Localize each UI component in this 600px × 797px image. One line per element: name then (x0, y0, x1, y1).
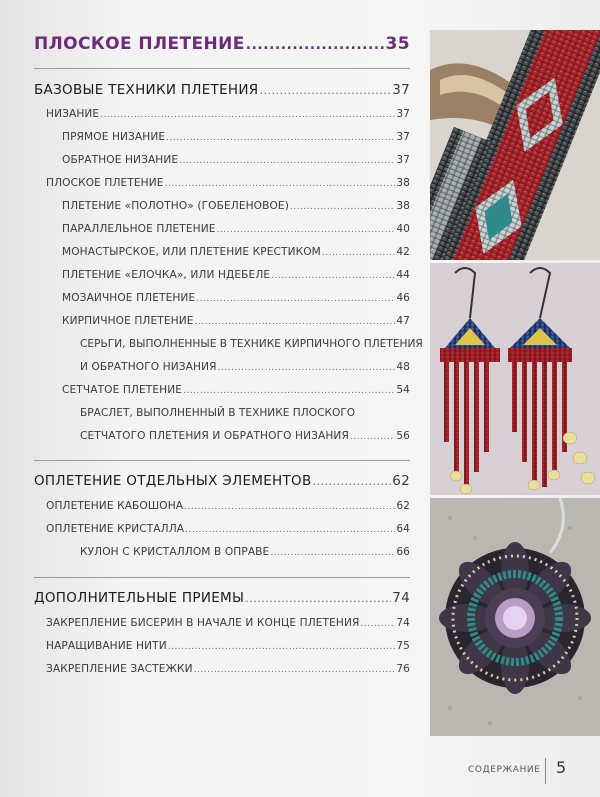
toc-item[interactable] (46, 500, 410, 512)
toc-item-title: МОЗАИЧНОЕ ПЛЕТЕНИЕ (62, 292, 196, 304)
toc-item-title: ПЛОСКОЕ ПЛЕТЕНИЕ (46, 177, 164, 189)
toc-section-braiding[interactable] (34, 473, 410, 489)
toc-item[interactable] (62, 131, 410, 143)
toc-main-page: 35 (385, 34, 410, 54)
toc-item-title: ПЛЕТЕНИЕ «ПОЛОТНО» (ГОБЕЛЕНОВОЕ) (62, 200, 289, 212)
toc-item-title: КИРПИЧНОЕ ПЛЕТЕНИЕ (62, 315, 194, 327)
toc-item-page: 66 (396, 546, 410, 558)
dot-leader (290, 202, 395, 212)
section-divider (34, 460, 410, 461)
toc-item[interactable] (62, 154, 410, 166)
dot-leader (184, 502, 395, 512)
toc-item-page: 40 (396, 223, 410, 235)
toc-item-title: ЗАКРЕПЛЕНИЕ БИСЕРИН В НАЧАЛЕ И КОНЦЕ ПЛЕТЕНИЯ (46, 617, 360, 629)
toc-section-title: ОПЛЕТЕНИЕ ОТДЕЛЬНЫХ ЭЛЕМЕНТОВ (34, 473, 312, 489)
toc-item-title-line1[interactable]: СЕРЬГИ, ВЫПОЛНЕННЫЕ В ТЕХНИКЕ КИРПИЧНОГО ПЛЕТЕНИЯ (80, 338, 423, 350)
dot-leader (322, 248, 395, 258)
toc-item[interactable] (46, 108, 410, 120)
toc-item[interactable] (46, 617, 410, 629)
toc-item-page: 75 (396, 640, 410, 652)
beaded-earrings-photo (430, 263, 600, 495)
toc-item-page: 38 (396, 200, 410, 212)
toc-item-page: 76 (396, 663, 410, 675)
toc-section-page: 62 (392, 473, 410, 489)
toc-item-title: ОБРАТНОЕ НИЗАНИЕ (62, 154, 179, 166)
dot-leader (218, 363, 396, 373)
page-number: 5 (556, 758, 567, 777)
toc-item[interactable] (62, 246, 410, 258)
dot-leader (245, 592, 391, 605)
toc-item-page: 56 (396, 430, 410, 442)
toc-item-page: 46 (396, 292, 410, 304)
toc-main-section[interactable] (34, 34, 410, 54)
toc-item-title-line2: И ОБРАТНОГО НИЗАНИЯ (80, 361, 217, 373)
toc-item-title-line2: СЕТЧАТОГО ПЛЕТЕНИЯ И ОБРАТНОГО НИЗАНИЯ (80, 430, 349, 442)
toc-item-page: 62 (396, 500, 410, 512)
toc-item-title: КУЛОН С КРИСТАЛЛОМ В ОПРАВЕ (80, 546, 270, 558)
toc-item-title: ОПЛЕТЕНИЕ КРИСТАЛЛА (46, 523, 185, 535)
toc-item-title: МОНАСТЫРСКОЕ, ИЛИ ПЛЕТЕНИЕ КРЕСТИКОМ (62, 246, 321, 258)
toc-item-title: ПРЯМОЕ НИЗАНИЕ (62, 131, 166, 143)
dot-leader (195, 317, 396, 327)
toc-item[interactable] (46, 663, 410, 675)
toc-item[interactable] (62, 384, 410, 396)
section-divider (34, 577, 410, 578)
beaded-pendant-photo (430, 498, 600, 736)
toc-item[interactable] (62, 315, 410, 327)
dot-leader (360, 619, 395, 629)
dot-leader (100, 110, 395, 120)
dot-leader (313, 475, 392, 488)
toc-item[interactable] (46, 177, 410, 189)
section-divider (34, 68, 410, 69)
toc-section-title: БАЗОВЫЕ ТЕХНИКИ ПЛЕТЕНИЯ (34, 82, 259, 98)
dot-leader (194, 665, 396, 675)
toc-item-page: 42 (396, 246, 410, 258)
beaded-bracelet-photo (430, 30, 600, 260)
toc-item[interactable] (80, 546, 410, 558)
toc-item-page: 48 (396, 361, 410, 373)
dot-leader (168, 642, 396, 652)
toc-item-page: 37 (396, 108, 410, 120)
toc-item[interactable] (62, 200, 410, 212)
toc-item[interactable] (80, 361, 410, 373)
dot-leader (196, 294, 395, 304)
toc-section-title: ДОПОЛНИТЕЛЬНЫЕ ПРИЕМЫ (34, 590, 245, 606)
toc-item-page: 74 (396, 617, 410, 629)
dot-leader (166, 133, 395, 143)
footer-divider (545, 758, 546, 784)
toc-item[interactable] (80, 430, 410, 442)
toc-section-basic-techniques[interactable] (34, 82, 410, 98)
toc-item-page: 38 (396, 177, 410, 189)
dot-leader (165, 179, 396, 189)
toc-item-page: 47 (396, 315, 410, 327)
dot-leader (185, 525, 395, 535)
dot-leader (179, 156, 395, 166)
toc-section-page: 74 (392, 590, 410, 606)
toc-item-title-line1[interactable]: БРАСЛЕТ, ВЫПОЛНЕННЫЙ В ТЕХНИКЕ ПЛОСКОГО (80, 407, 356, 419)
dot-leader (350, 432, 395, 442)
toc-item-page: 64 (396, 523, 410, 535)
dot-leader (259, 84, 391, 97)
footer-label: СОДЕРЖАНИЕ (468, 765, 541, 775)
dot-leader (183, 386, 395, 396)
toc-item-title: НАРАЩИВАНИЕ НИТИ (46, 640, 167, 652)
toc-section-page: 37 (392, 82, 410, 98)
toc-item[interactable] (62, 223, 410, 235)
toc-item[interactable] (46, 640, 410, 652)
toc-item-title: ЗАКРЕПЛЕНИЕ ЗАСТЕЖКИ (46, 663, 193, 675)
toc-item-page: 44 (396, 269, 410, 281)
toc-item-title: ПАРАЛЛЕЛЬНОЕ ПЛЕТЕНИЕ (62, 223, 216, 235)
toc-item-title: СЕТЧАТОЕ ПЛЕТЕНИЕ (62, 384, 183, 396)
dot-leader (217, 225, 396, 235)
toc-main-title: ПЛОСКОЕ ПЛЕТЕНИЕ (34, 34, 245, 54)
dot-leader (270, 548, 395, 558)
toc-item-title: НИЗАНИЕ (46, 108, 100, 120)
toc-item-title: ПЛЕТЕНИЕ «ЕЛОЧКА», ИЛИ НДЕБЕЛЕ (62, 269, 271, 281)
dot-leader (271, 271, 395, 281)
toc-section-extra[interactable] (34, 590, 410, 606)
toc-item-page: 37 (396, 154, 410, 166)
dot-leader (246, 37, 385, 53)
toc-item-page: 54 (396, 384, 410, 396)
toc-item-page: 37 (396, 131, 410, 143)
toc-item[interactable] (62, 269, 410, 281)
toc-item-title: ОПЛЕТЕНИЕ КАБОШОНА (46, 500, 184, 512)
toc-item[interactable] (46, 523, 410, 535)
toc-item[interactable] (62, 292, 410, 304)
